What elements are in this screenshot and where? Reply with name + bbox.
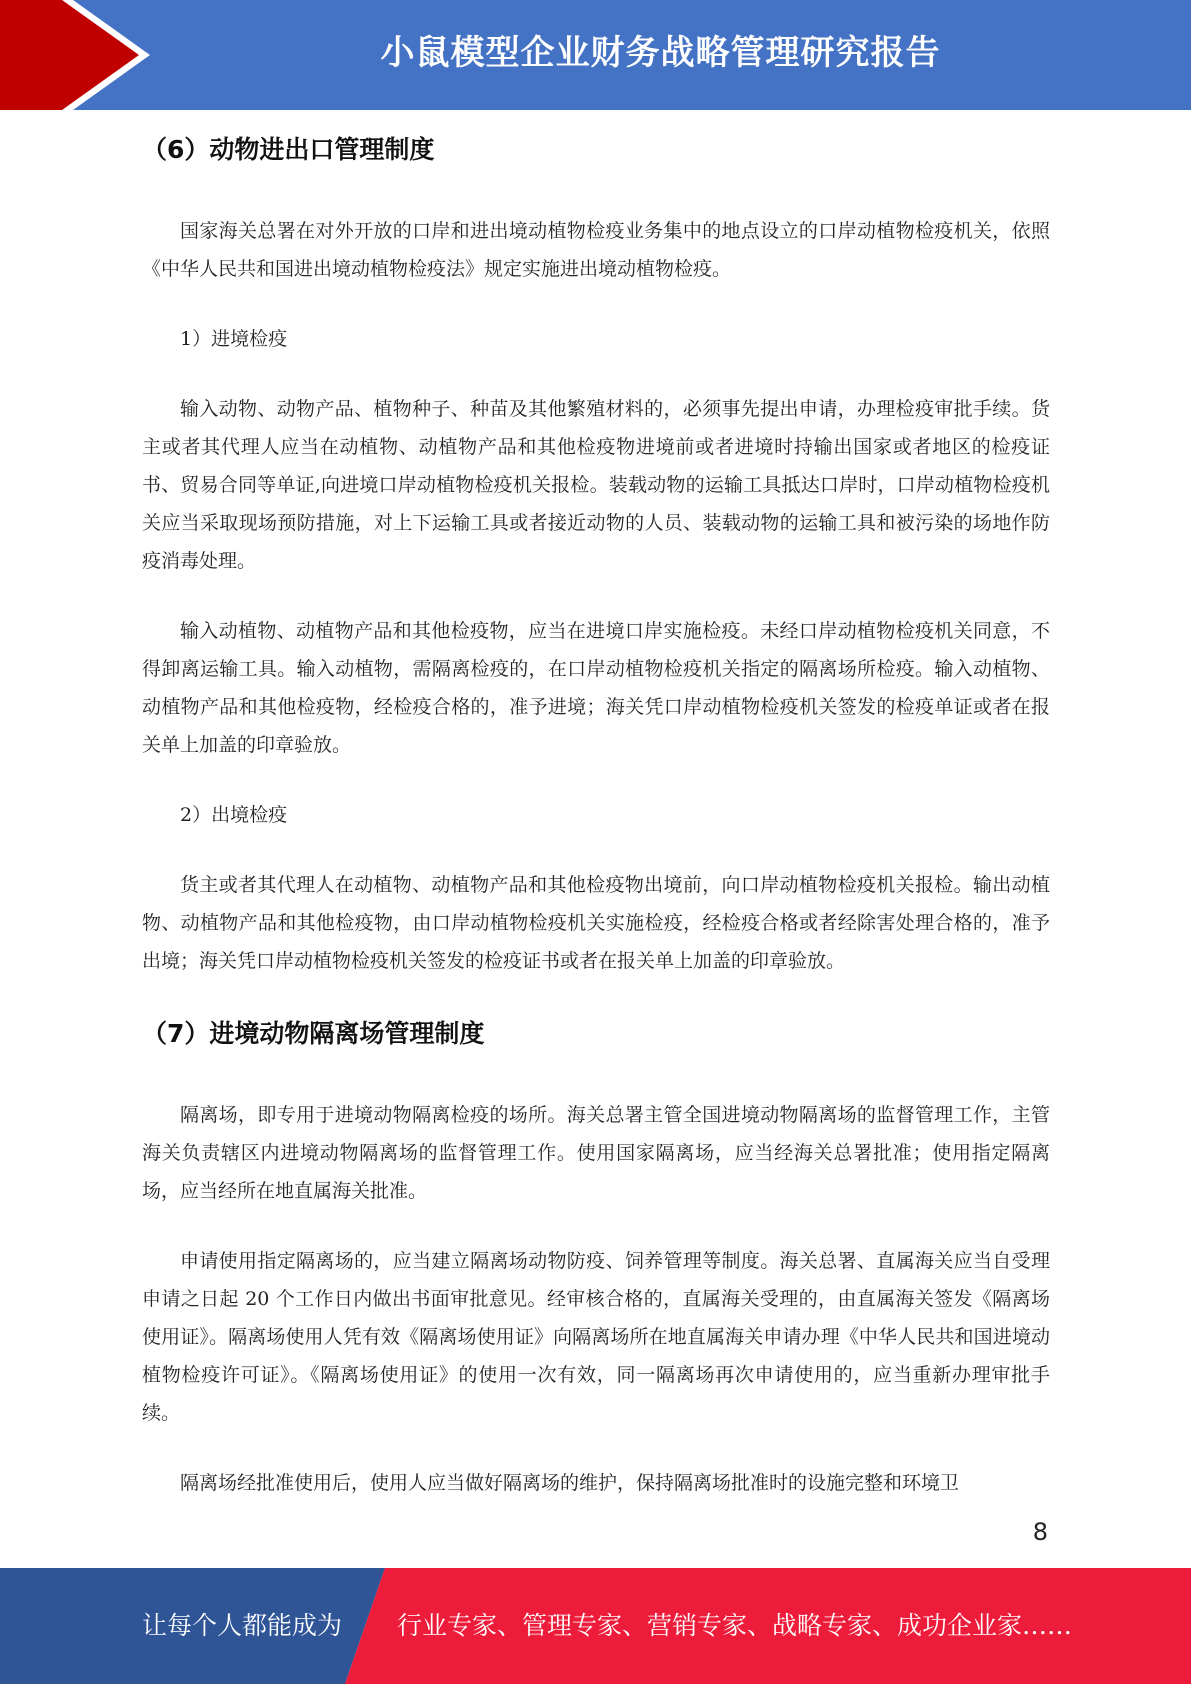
page-footer xyxy=(0,1568,1191,1684)
paragraph: 隔离场，即专用于进境动物隔离检疫的场所。海关总署主管全国进境动物隔离场的监督管理工作，主管海关负责辖区内进境动物隔离场的监督管理工作。使用国家隔离场，应当经海关总署批准；使用指定隔离场，应当经所在地直属海关批准。 xyxy=(142,1104,1050,1202)
paragraph: 货主或者其代理人在动植物、动植物产品和其他检疫物出境前，向口岸动植物检疫机关报检。输出动植物、动植物产品和其他检疫物，由口岸动植物检疫机关实施检疫，经检疫合格或者经除害处理合格的，准予出境；海关凭口岸动植物检疫机关签发的检疫证书或者在报关单上加盖的印章验放。 xyxy=(142,874,1050,972)
section-heading-7: （7）进境动物隔离场管理制度 xyxy=(142,1019,485,1048)
subheading-import-quarantine: 1）进境检疫 xyxy=(180,328,288,350)
page-header xyxy=(0,0,1191,110)
footer-slogan-left: 让每个人都能成为 xyxy=(142,1611,343,1640)
paragraph: 输入动物、动物产品、植物种子、种苗及其他繁殖材料的，必须事先提出申请，办理检疫审批手续。货主或者其代理人应当在动植物、动植物产品和其他检疫物进境前或者进境时持输出国家或者地区的检疫证书、贸易合同等单证,向进境口岸动植物检疫机关报检。装载动物的运输工具抵达口岸时，口岸动植物检疫机关应当采取现场预防措施，对上下运输工具或者接近动物的人员、装载动物的运输工具和被污染的场地作防疫消毒处理。 xyxy=(142,398,1050,572)
paragraph: 申请使用指定隔离场的，应当建立隔离场动物防疫、饲养管理等制度。海关总署、直属海关应当自受理申请之日起 20 个工作日内做出书面审批意见。经审核合格的，直属海关受理的，由直属海关签发《隔离场使用证》。隔离场使用人凭有效《隔离场使用证》向隔离场所在地直属海关申请办理《中华人民共和国进境动植物检疫许可证》。《隔离场使用证》的使用一次有效，同一隔离场再次申请使用的，应当重新办理审批手续。 xyxy=(142,1250,1050,1424)
section-heading-6: （6）动物进出口管理制度 xyxy=(142,135,435,164)
footer-slogan-right: 行业专家、管理专家、营销专家、战略专家、成功企业家…… xyxy=(397,1611,1073,1640)
subheading-export-quarantine: 2）出境检疫 xyxy=(180,804,288,826)
paragraph: 输入动植物、动植物产品和其他检疫物，应当在进境口岸实施检疫。未经口岸动植物检疫机关同意，不得卸离运输工具。输入动植物，需隔离检疫的，在口岸动植物检疫机关指定的隔离场所检疫。输入动植物、动植物产品和其他检疫物，经检疫合格的，准予进境；海关凭口岸动植物检疫机关签发的检疫单证或者在报关单上加盖的印章验放。 xyxy=(142,620,1050,756)
paragraph: 隔离场经批准使用后，使用人应当做好隔离场的维护，保持隔离场批准时的设施完整和环境卫 xyxy=(180,1472,960,1494)
paragraph: 国家海关总署在对外开放的口岸和进出境动植物检疫业务集中的地点设立的口岸动植物检疫机关，依照《中华人民共和国进出境动植物检疫法》规定实施进出境动植物检疫。 xyxy=(142,220,1050,280)
report-title: 小鼠模型企业财务战略管理研究报告 xyxy=(380,33,941,73)
page-content xyxy=(142,128,1050,1534)
page-number: 8 xyxy=(1032,1518,1048,1546)
